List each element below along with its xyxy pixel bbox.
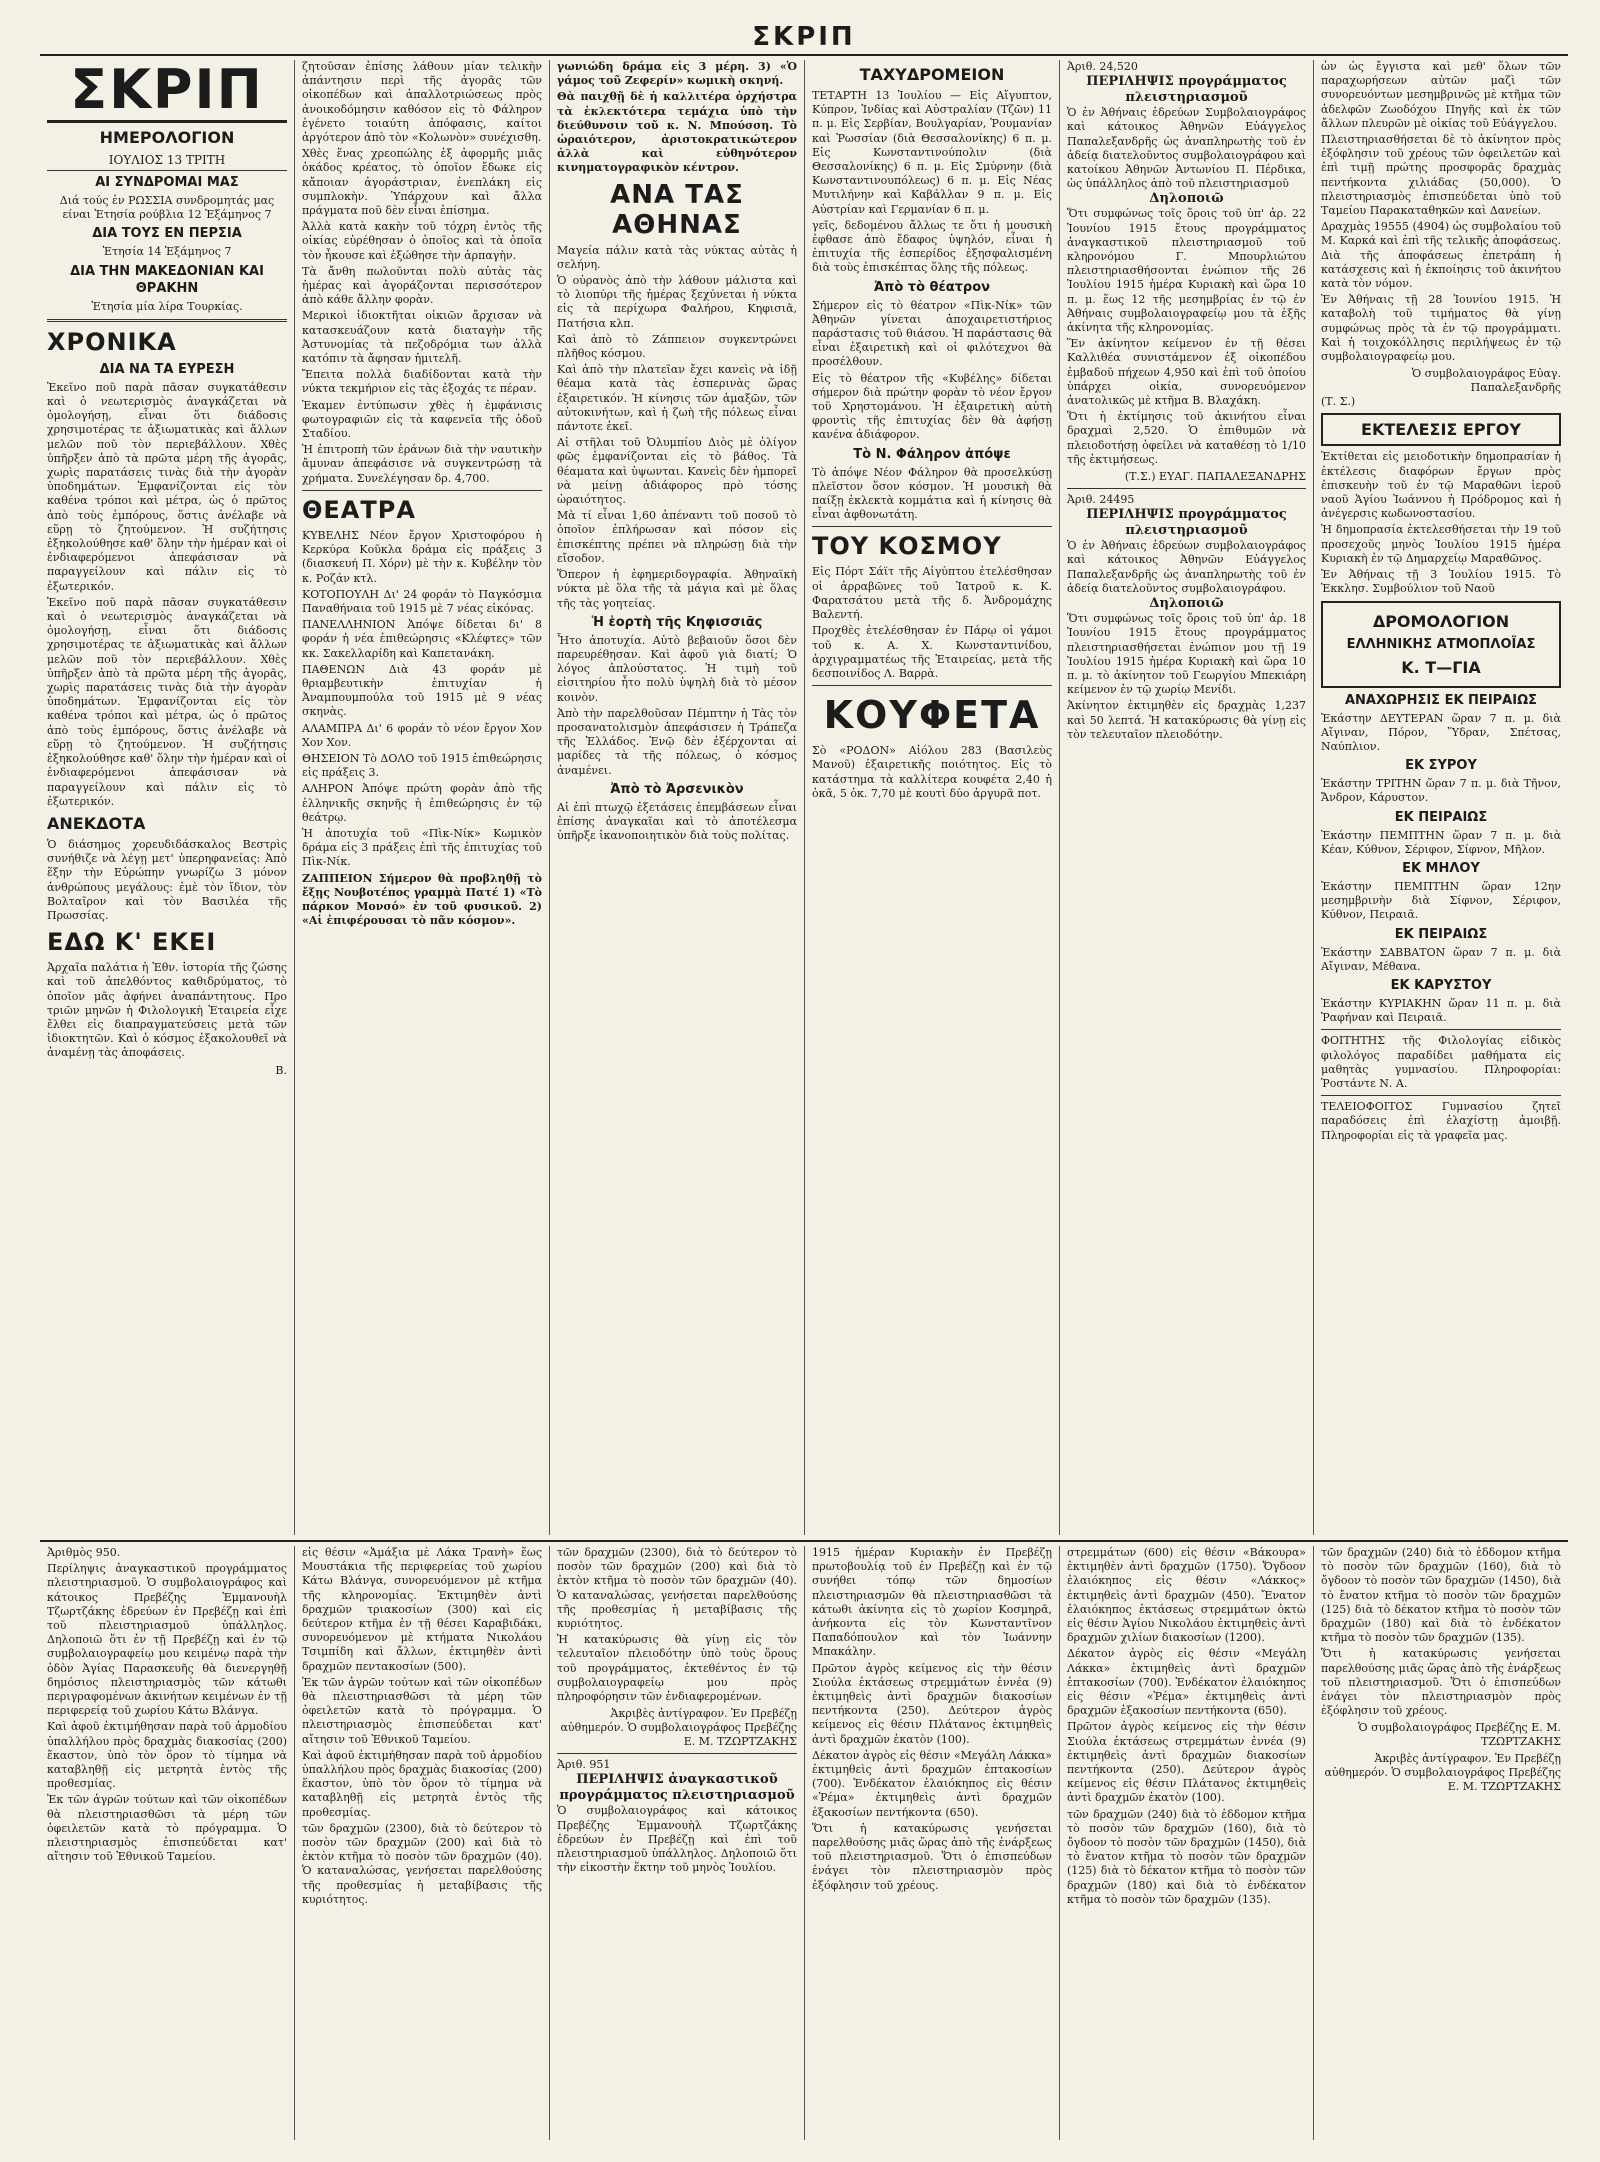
- nameplate: ΣΚΡΙΠ: [47, 60, 287, 123]
- newspaper-page: [40, 20, 1568, 2140]
- divider: [557, 1753, 797, 1754]
- article-text: ζητοῦσαν ἐπίσης λάθουν μίαν τελικὴν ἀπάντησιν περὶ τῆς ἀγορᾶς τῶν οἰκοπέδων καὶ ἀπαλλοτριώσεως πρὸς ἀνοικοδόμησιν καθόσον εἰς τὸ Φάληρον ἐγένετο τοιαύτη ἀπόφασις, καίτοι ἀργότερον ἀπὸ τὸν «Κολωνὸν» συνέχισθη.: [302, 60, 542, 145]
- column-2: [295, 60, 550, 1535]
- article-text: Ἀλλὰ κατὰ κακὴν τοῦ τόχρη ἐντὸς τῆς οἰκίας εὑρέθησαν ὁ ὁποῖος καὶ τὰ ὁποῖα τὸν ἦκουσε καὶ ἐξώθησε τὴν ἀρπαγὴν.: [302, 220, 542, 262]
- subscriptions-russia: Διά τούς ἐν ΡΩΣΣΙΑ συνδρομητάς μας είναι Ἐτησία ρούβλια 12 Ἑξάμηνος 7: [59, 194, 275, 222]
- notice-signature: Ὁ συμβολαιογράφος Εὐαγ. Παπαλεξανδρῆς: [1411, 367, 1561, 395]
- notice-text: Ἐκ τῶν ἀγρῶν τούτων καὶ τῶν οἰκοπέδων θὰ πλειστηριασθῶσι τὰ μέρη τῶν ὀφειλετῶν κατὰ τὸ πρόγραμμα. Ὁ πλειστηριασμὸς ἐπισπεύδεται κατ' αἴτησιν τοῦ Ἐθνικοῦ Ταμείου.: [302, 1675, 542, 1746]
- notice-text: Ἕν ἀκίνητον κείμενον ἐν τῇ θέσει Καλλιθέα συνιστάμενον ἐξ οἰκοπέδου ἐμβαδοῦ πήχεων 4,950 καὶ ἐπὶ τοῦ ὁποίου ὑπάρχει οἰκία, συνορευόμενον ἀνατολικῶς μὲ κτῆμα Β. Βλαχάκη.: [1067, 337, 1306, 408]
- article-text: Χθὲς ἕνας χρεοπώλης ἐξ ἀφορμῆς μιᾶς ὀκάδος κρέατος, τὸ ὁποῖον ἔδωκε εἰς κἄποιαν ἀγοράστριαν, ἐνεπλάκη εἰς συμπλοκὴν. Ὑπάρχουν καὶ ἄλλα πράγματα ποῦ δὲν εἶναι ἐπίσημα.: [302, 147, 542, 218]
- notice-text: Ἀκίνητον ἐκτιμηθὲν εἰς δραχμὰς 1,237 καὶ 50 λεπτά. Ἡ κατακύρωσις θὰ γίνῃ εἰς τὸν τελευταῖον πλειοδότην.: [1067, 699, 1306, 741]
- article-text: Προχθὲς ἐτελέσθησαν ἐν Πάρῳ οἱ γάμοι τοῦ κ. Α. Χ. Κωνσταντινίδου, ἀρχιγραμματέως τῆς Ἐταιρείας, μετὰ τῆς δεσποινίδος Λ. Βαρρὰ.: [812, 624, 1052, 680]
- arseniko-heading: Ἀπὸ τὸ Ἀρσενικὸν: [610, 781, 744, 797]
- article-text: Σήμερον εἰς τὸ θέατρον «Πὶκ-Νίκ» τῶν Ἀθηνῶν γίνεται ἀποχαιρετιστήριος παράστασις τοῦ θιάσου. Ἡ παράστασις θὰ εἶναι ἐξαιρετικὴ καὶ οἱ φιλότεχνοι θὰ προσέλθουν.: [812, 298, 1052, 369]
- notice-title: ΠΕΡΙΛΗΨΙΣ προγράμματος πλειστηριασμοῦ: [1086, 507, 1287, 539]
- ana-tas-athinas-heading: ΑΝΑ ΤΑΣ ΑΘΗΝΑΣ: [610, 179, 744, 240]
- divider: [1321, 1095, 1561, 1096]
- departure-heading: ΕΚ ΜΗΛΟΥ: [1402, 860, 1480, 876]
- theatre-listing: ΘΗΣΕΙΟΝ Τὸ ΔΟΛΟ τοῦ 1915 ἐπιθεώρησις εἰς πράξεις 3.: [302, 751, 542, 780]
- subscriptions-macedonia: Ἐτησία μία λίρα Τουρκίας.: [91, 299, 243, 313]
- notice-text: Ἐκ τῶν ἀγρῶν τούτων καὶ τῶν οἰκοπέδων θὰ πλειστηριασθῶσι τὰ μέρη τῶν ὀφειλετῶν κατὰ τὸ πρόγραμμα. Ὁ πλειστηριασμὸς ἐπισπεύδεται κατ' αἴτησιν τοῦ Ἐθνικοῦ Ταμείου.: [47, 1793, 287, 1864]
- notice-signature: Ὁ συμβολαιογράφος Πρεβέζης Ε. Μ. ΤΖΩΡΤΖΑΚΗΣ: [1358, 1721, 1561, 1749]
- top-columns: [40, 60, 1568, 1535]
- article-text: Ἡ ἐπιτροπὴ τῶν ἐράνων διὰ τὴν ναυτικὴν ἄμυναν ἀπεφάσισε νὰ συγκεντρώσῃ τὰ χρήματα. Συνελέγησαν δρ. 4,700.: [302, 443, 542, 485]
- notice-text: τῶν δραχμῶν (240) διὰ τὸ ἑδδομον κτῆμα τὸ ποσὸν τῶν δραχμῶν (160), διὰ τὸ ὄγδοον τὸ ποσὸν τῶν δραχμῶν (1450), διὰ τὸ ἔνατον κτῆμα τὸ ποσὸν τῶν δραχμῶν (125) διὰ τὸ δέκατον κτῆμα τὸ ποσὸν τῶν δραχμῶν (180) καὶ διὰ τὸ ἑνδέκατον κτῆμα τὸ ποσὸν τῶν δραχμῶν (135).: [1067, 1807, 1306, 1906]
- article-text: Τὸ ἀπόψε Νέον Φάληρον θὰ προσελκύσῃ πλεῖστον ὅσον κόσμον. Ἡ μουσικὴ θὰ παίξῃ ἐκλεκτὰ κομμάτια καὶ ἡ κίνησις θὰ εἶναι ἀφθονωτάτη.: [812, 465, 1052, 522]
- departure-text: Ἐκάστην ΤΡΙΤΗΝ ὥραν 7 π. μ. διὰ Τῆνον, Ἄνδρον, Κάρυστον.: [1321, 777, 1561, 805]
- departure-heading: ΕΚ ΚΑΡΥΣΤΟΥ: [1390, 977, 1492, 993]
- kifisia-heading: Ἡ ἑορτὴ τῆς Κηφισσιᾶς: [591, 614, 763, 630]
- notice-signature: Ἀκριβὲς ἀντίγραφον. Ἐν Πρεβέζῃ αὐθημερόν. Ὁ συμβολαιογράφος Πρεβέζης Ε. Μ. ΤΖΩΡΤΖΑΚΗΣ: [1324, 1752, 1561, 1794]
- notice-text: Πλειστηριασθήσεται δὲ τὸ ἀκίνητον πρὸς ἐξόφλησιν τοῦ χρέους τῶν ὀφειλετῶν καὶ ἐπὶ τιμῇ πρώτης προσφορᾶς δραχμὰς πεντήκοντα χιλιάδας (50,000). Ὁ πλειστηριασμὸς ἐπισπεύδεται ὑπὸ τοῦ Ταμείου Παρακαταθηκῶν καὶ Δανείων.: [1321, 133, 1561, 218]
- article-text: Αἱ στῆλαι τοῦ Ὀλυμπίου Διὸς μὲ ὀλίγον φῶς ἐμφανίζονται εἰς τὸ βάθος. Τὰ θέαματα καὶ ὑψωνται. Κανεὶς δὲν ἠμπορεῖ νὰ μείνῃ ἀδιάφορος πρὸ τόσης ὡραιότητος.: [557, 436, 797, 507]
- theatra-heading: ΘΕΑΤΡΑ: [302, 495, 416, 524]
- notice-number: Ἀριθμὸς 950.: [47, 1546, 121, 1559]
- steamship-abbrev: Κ. Τ—ΓΙΑ: [1401, 657, 1481, 677]
- theatro-heading: Ἀπὸ τὸ θέατρον: [873, 279, 991, 295]
- column-5: [1060, 60, 1314, 1535]
- notice-text: Ἐν Ἀθήναις τῇ 28 Ἰουνίου 1915. Ἡ καταβολὴ τοῦ τιμήματος θὰ γίνῃ συμφώνως πρὸς τὰ ἐν τῷ προγράμματι. Καὶ ἡ τοιχοκόλλησις περιλήψεως ἐν τῷ συμβολαιογραφείῳ μου.: [1321, 293, 1561, 364]
- notice-text: Καὶ ἀφοῦ ἐκτιμήθησαν παρὰ τοῦ ἀρμοδίου ὑπαλλήλου πρὸς δραχμὰς διακοσίας (200) ἕκαστον, ὑπὸ τὸν ὅρον τὸ τίμημα νὰ καταβληθῇ εἰς μετρητὰ ἐντὸς τῆς προθεσμίας.: [47, 1720, 287, 1791]
- notice-text: Ἡ κατακύρωσις θὰ γίνῃ εἰς τὸν τελευταῖον πλειοδότην ὑπὸ τοὺς ὅρους τοῦ προγράμματος, ἐκτεθέντος ἐν τῷ συμβολαιογραφείῳ μου πρὸς πληροφόρησιν τῶν ἐνδιαφερομένων.: [557, 1633, 797, 1704]
- taxydromeion-heading: ΤΑΧΥΔΡΟΜΕΙΟΝ: [859, 65, 1005, 84]
- edo-kekei-heading: ΕΔΩ Κ' ΕΚΕΙ: [47, 928, 217, 957]
- signature: Β.: [275, 1063, 287, 1077]
- bottom-column-5: [1060, 1546, 1314, 2140]
- tou-kosmou-heading: ΤΟΥ ΚΟΣΜΟΥ: [812, 532, 1002, 561]
- chronika-subheading: ΔΙΑ ΝΑ ΤΑ ΕΥΡΕΣΗ: [99, 361, 235, 377]
- article-text: Ἐκαμεν ἐντύπωσιν χθὲς ἡ ἐμφάνισις φωτογραφιῶν εἰς τὰ καφενεῖα τῆς ὁδοῦ Σταδίου.: [302, 398, 542, 441]
- date-line: ΙΟΥΛΙΟΣ 13 ΤΡΙΤΗ: [47, 152, 287, 171]
- chronika-text-2: Ἐκεῖνο ποῦ παρὰ πᾶσαν συγκατάθεσιν καὶ ὁ νεωτερισμὸς ἀναγκάζεται νὰ ὁμολογήσῃ, εἶναι ὅτι διάδοσις χρησιμοτέρας τε ἀξιωματικὰς καὶ ἄλλων μελῶν ποῦ τὸν περιεβάλλουν. Χθὲς ὑπῆρξεν ἀπὸ τὰ πρῶτα μέρη τῆς ἀγορᾶς, χωρὶς παρατάσεις τινὰς διὰ τὴν ἀγορὰν ὑποδημάτων. Ἐμφανίζονται εἰς τὸν καθένα τρόποι καὶ μέτρα, ὡς ὁ πρῶτος ἀπὸ τοὺς ἐμπόρους, ὅστις ἀνέλαβε νὰ εὕρῃ τὸ ζητούμενον. Ἡ συζήτησις ἐξηκολούθησε καθ' ὅλην τὴν ἡμέραν καὶ οἱ ἐνδιαφερόμενοι ἀπεφάσισαν νὰ παραγγείλουν καὶ πάλιν εἰς τὸ ἐξωτερικόν.: [47, 595, 287, 808]
- anekdota-text: Ὁ διάσημος χορευδιδάσκαλος Βεστρὶς συνήθιζε νὰ λέγῃ μετ' ὑπερηφανείας: Ἀπὸ ἕξην τὴν Εὐρώπην γνωρίζω 3 μόνον ἀνθρώπους μεγάλους: ἐμὲ τὸν ἴδιον, τὸν Βολταῖρον καὶ τὸν Βασιλέα τῆς Πρωσσίας.: [47, 837, 287, 922]
- cinema-text: γωνιώδη δράμα εἰς 3 μέρη. 3) «Ὁ γάμος τοῦ Ζεφερίν» κωμικὴ σκηνή.: [557, 60, 797, 88]
- dromologion-box: [1321, 601, 1561, 688]
- article-text: Ἦτο ἀποτυχία. Αὐτὸ βεβαιοῦν ὅσοι δὲν παρευρέθησαν. Καὶ ἀφοῦ γιὰ διατί; Ὁ λόγος ἀπλούστατος. Ἡ τιμὴ τοῦ εἰσιτηρίου ἦτο πολὺ ὑψηλὴ διὰ τὸ μέσον κοινὸν.: [557, 633, 797, 704]
- departure-text: Ἐκάστην ΚΥΡΙΑΚΗΝ ὥραν 11 π. μ. διὰ Ῥαφήναν καὶ Πειραιᾶ.: [1321, 996, 1561, 1025]
- theatre-listing: ΠΑΝΕΛΛΗΝΙΟΝ Ἀπόψε δίδεται δι' 8 φοράν ἡ νέα ἐπιθεώρησις «Κλέφτες» τῶν κκ. Σακελλαρίδη καὶ Καπετανάκη.: [302, 618, 542, 660]
- bottom-columns: [40, 1540, 1568, 2140]
- article-text: Ἔπειτα πολλὰ διαδίδονται κατὰ τὴν νύκτα τεκμήριον εἰς τὰς ἐξοχάς τε πέραν.: [302, 368, 542, 396]
- chronika-heading: ΧΡΟΝΙΚΑ: [47, 327, 177, 356]
- notice-number: Ἀριθ. 24,520: [1067, 60, 1138, 73]
- notice-text: Ἡ δημοπρασία ἐκτελεσθήσεται τὴν 19 τοῦ προσεχοῦς μηνὸς Ἰουλίου 1915 ἡμέρα Κυριακὴ ἐν τῷ Δημαρχείῳ Μαραθῶνος.: [1321, 523, 1561, 565]
- notice-text: τῶν δραχμῶν (2300), διὰ τὸ δεύτερον τὸ ποσὸν τῶν δραχμῶν (200) καὶ διὰ τὸ ἐκτὸν κτῆμα τὸ ποσὸν τῶν δραχμῶν (40). Ὁ καταναλώσας, γενήσεται παρελθούσης τῆς προθεσμίας ἡ μεταβίβασις τῆς κυριότητος.: [557, 1546, 797, 1631]
- notice-text: Περίληψις ἀναγκαστικοῦ προγράμματος πλειστηριασμοῦ. Ὁ συμβολαιογράφος καὶ κάτοικος Πρεβέζης Ἐμμανουὴλ Τζωρτζάκης ἑδρεύων ἐν Πρεβέζῃ καὶ ἐπὶ τοῦ πλειστηριασμοῦ ὑπάλληλος. Δηλοποιῶ ὅτι ἐν τῇ Πρεβέζῃ καὶ ἐν τῷ συμβολαιογραφείῳ μου κειμένῳ παρὰ τὴν ὁδὸν Ἀγίας Παρασκευῆς θὰ διενεργηθῇ δημόσιος πλειστηριασμὸς τῶν κάτωθι περιγραφομένων ἀκινήτων κειμένων ἐν τῇ περιφερείᾳ τοῦ χωρίου Κάτω Βλάνγα.: [47, 1562, 287, 1718]
- notice-text: Ὁ συμβολαιογράφος καὶ κάτοικος Πρεβέζης Ἐμμανουὴλ Τζωρτζάκης ἑδρεύων ἐν Πρεβέζῃ καὶ ἐπὶ τοῦ πλειστηριασμοῦ ὑπάλληλος. Δηλοποιῶ ὅτι τὴν εἰκοστὴν ἕκτην τοῦ μηνὸς Ἰουλίου.: [557, 1804, 797, 1875]
- article-text: Μαγεία πάλιν κατὰ τὰς νύκτας αὐτὰς ἡ σελήνη.: [557, 243, 797, 271]
- theatre-listing: ΚΥΒΕΛΗΣ Νέον ἔργον Χριστοφόρου ἡ Κερκύρα Κοῦκλα δράμα εἰς πράξεις 3 (διασκευή Π. Χόρν) μὲ τὴν κ. Κυβέλην τὸν κ. Ροζάν κτλ.: [302, 528, 542, 585]
- divider: [1067, 488, 1306, 489]
- column-6: [1314, 60, 1568, 1535]
- article-text: Ὁ οὐρανὸς ἀπὸ τὴν λάθουν μάλιστα καὶ τὸ λιοπύρι τῆς ἡμέρας ξεχύνεται ἡ νύκτα εἰς τὰ περίχωρα Φαλήρου, Κηφισιᾶ, Πατήσια κλπ.: [557, 274, 797, 330]
- notice-declare: Δηλοποιῶ: [1149, 191, 1224, 207]
- notice-text: Καὶ ἀφοῦ ἐκτιμήθησαν παρὰ τοῦ ἀρμοδίου ὑπαλλήλου πρὸς δραχμὰς διακοσίας (200) ἕκαστον, ὑπὸ τὸν ὅρον τὸ τίμημα νὰ καταβληθῇ εἰς μετρητὰ ἐντὸς τῆς προθεσμίας.: [302, 1748, 542, 1819]
- notice-text: Δέκατον ἀγρὸς εἰς θέσιν «Μεγάλη Λάκκα» ἐκτιμηθεὶς ἀντὶ δραχμῶν ἑπτακοσίων (700). Ἑνδέκατον ἐλαιόκηπος εἰς θέσιν «Ῥέμα» ἐκτιμηθεὶς ἀντὶ δραχμῶν ἑξακοσίων πεντήκοντα (650).: [812, 1748, 1052, 1819]
- notice-text: Ὁ ἐν Ἀθήναις ἑδρεύων συμβολαιογράφος καὶ κάτοικος Ἀθηνῶν Εὐάγγελος Παπαλεξανδρῆς ὡς ἀναπληρωτὴς τοῦ ἐν ἀδείᾳ διατελοῦντος συμβολαιογράφου.: [1067, 539, 1306, 595]
- dromologion-heading: ΔΡΟΜΟΛΟΓΙΟΝ: [1372, 611, 1510, 631]
- column-4: [805, 60, 1060, 1535]
- departure-heading: ΑΝΑΧΩΡΗΣΙΣ ΕΚ ΠΕΙΡΑΙΩΣ: [1344, 692, 1538, 708]
- calendar-title: ΗΜΕΡΟΛΟΓΙΟΝ: [99, 128, 235, 147]
- faliro-heading: Τὸ Ν. Φάληρον ἀπόψε: [853, 446, 1011, 462]
- masthead: [40, 20, 1568, 56]
- notice-text: 1915 ἡμέραν Κυριακὴν ἐν Πρεβέζῃ πρωτοβουλίᾳ τοῦ ἐν Πρεβέζῃ καὶ ἐν τῷ συνήθει τόπῳ τῶν δημοσίων πλειστηριασμῶν θὰ πλειστηριασθῶσι τὰ κάτωθι ἀκίνητα εἰς τὸ χωρίον Κοσμηρᾶ, ἀνήκοντα εἰς τὸν Κωνσταντῖνον Παπαδόπουλον καὶ τὸν Ἰωάννην Μπακάλην.: [812, 1546, 1052, 1659]
- masthead-title: ΣΚΡΙΠ: [752, 22, 856, 52]
- kouveta-heading: ΚΟΥΦΕΤΑ: [823, 693, 1041, 738]
- notice-number: Ἀριθ. 951: [557, 1758, 611, 1772]
- divider: [302, 490, 542, 491]
- classified-ad: ΤΕΛΕΙΟΦΟΙΤΟΣ Γυμνασίου ζητεῖ παραδόσεις ἐπὶ ἐλαχίστῃ ἀμοιβῇ. Πληροφορίαι εἰς τὰ γραφεῖα μας.: [1321, 1100, 1561, 1142]
- subscriptions-macedonia-heading: ΔΙΑ ΤΗΝ ΜΑΚΕΔΟΝΙΑΝ ΚΑΙ ΘΡΑΚΗΝ: [70, 263, 264, 296]
- bottom-column-4: [805, 1546, 1060, 2140]
- departure-text: Ἐκάστην ΠΕΜΠΤΗΝ ὥραν 7 π. μ. διὰ Κέαν, Κύθνον, Σέριφον, Σίφνον, Μῆλον.: [1321, 828, 1561, 856]
- notice-declare: Δηλοποιῶ: [1149, 596, 1224, 612]
- post-schedule: ΤΕΤΑΡΤΗ 13 Ἰουλίου — Εἰς Αἴγυπτον, Κύπρον, Ἰνδίας καὶ Αὐστραλίαν (Τζῶν) 11 π. μ. Εἰς Σερβίαν, Βουλγαρίαν, Ῥουμανίαν καὶ Ῥωσσίαν (διὰ Θεσσαλονίκης) 6 π. μ. Εἰς Κωνσταντινούπολιν (διὰ Θεσσαλονίκης) 6 π. μ. Εἰς Σμύρνην (διὰ Κωνσταντινουπόλεως) 6 π. μ. Εἰς Νέας Μυτιλήνην καὶ Καβάλλαν 9 π. μ. Εἰς Αὐστρίαν καὶ Γερμανίαν 6 π. μ.: [812, 89, 1052, 216]
- article-text: Αἱ ἐπὶ πτωχῷ ἐξετάσεις ἐπεμβάσεων εἶναι ἐπίσης ἀναγκαῖαι καὶ τὸ ἀποτέλεσμα ὑπῆρξε ἱκανοποιητικὸν διὰ τοὺς πολίτας.: [557, 800, 797, 843]
- steamship-company: ΕΛΛΗΝΙΚΗΣ ΑΤΜΟΠΛΟΪΑΣ: [1346, 636, 1536, 652]
- notice-text: Ὅτι συμφώνως τοῖς ὅροις τοῦ ὑπ' ἀρ. 18 Ἰουνίου 1915 ἔτους προγράμματος πλειστηριασθήσεται ἐνώπιον μου τῇ 19 Ἰουλίου 1915 ἡμέρα Κυριακὴ καὶ ὥρα 10 π. μ. τὸ ἀκίνητον τοῦ Γεωργίου Μπεκιάρη κείμενον ἐν τῷ χωρίῳ Μενίδι.: [1067, 612, 1306, 697]
- ektelesis-heading: ΕΚΤΕΛΕΣΙΣ ΕΡΓΟΥ: [1321, 413, 1561, 446]
- theatre-listing: ΑΛΗΡΟΝ Ἀπόψε πρώτη φορὰν ἀπὸ τῆς ἑλληνικῆς σκηνῆς ἡ ἐπιθεώρησις ἐν τῷ θεάτρῳ.: [302, 782, 542, 824]
- notice-text: Ἐκτίθεται εἰς μειοδοτικὴν δημοπρασίαν ἡ ἐκτέλεσις διαφόρων ἔργων πρὸς ἐπισκευὴν τοῦ ἐν τῷ Μαραθῶνι ἱεροῦ ναοῦ Ἁγίου Ἰωάννου ἡ Πρόδρομος καὶ ἡ ἀνέγερσις κωδωνοστασίου.: [1321, 450, 1561, 521]
- cinema-text: Θὰ παιχθῇ δὲ ἡ καλλιτέρα ὀρχήστρα τὰ ἐκλεκτότερα τεμάχια ὑπὸ τὴν διεύθυνσιν τοῦ κ. Ν. Μπούσση. Τὸ ὡραιότερον, ἀριστοκρατικώτερον ἀλλὰ καὶ εὐθηνότερον κινηματογραφικὸν κέντρον.: [557, 90, 797, 175]
- subscriptions-heading: ΑΙ ΣΥΝΔΡΟΜΑΙ ΜΑΣ: [95, 175, 239, 190]
- notice-text: εἰς θέσιν «Ἀμάξια μὲ Λάκα Τρανὴ» ἕως Μουστάκια τῆς περιφερείας τοῦ χωρίου Κάτω Βλάνγα, συνορευόμενον μὲ κτῆμα τῆς κληρονομίας. Ἐκτιμηθὲν ἀντὶ δραχμῶν τριακοσίων (300) καὶ εἰς δεύτερον κτῆμα ἐν τῇ θέσει Καραβιδάκι, συνορευόμενον μὲ κτήματα Νικολάου Τσιμπίδη καὶ ἄλλων, ἐκτιμηθὲν ἀντὶ δραχμῶν πεντακοσίων (500).: [302, 1546, 542, 1673]
- bottom-column-3: [550, 1546, 805, 2140]
- notice-text: Ὁ ἐν Ἀθήναις ἑδρεύων Συμβολαιογράφος καὶ κάτοικος Ἀθηνῶν Εὐάγγελος Παπαλεξανδρῆς ὡς ἀναπληρωτὴς τοῦ ἐν ἀδείᾳ διατελοῦντος συμβολαιογράφου καὶ κατοίκου Ἀθηνῶν Ἀντωνίου Π. Πέρδικα, ὡς ὑπάλληλος ἀπὸ τοῦ πλειστηριασμοῦ: [1067, 106, 1306, 191]
- notice-text: τῶν δραχμῶν (2300), διὰ τὸ δεύτερον τὸ ποσὸν τῶν δραχμῶν (200) καὶ διὰ τὸ ἐκτὸν κτῆμα τὸ ποσὸν τῶν δραχμῶν (40). Ὁ καταναλώσας, γενήσεται παρελθούσης τῆς προθεσμίας ἡ μεταβίβασις τῆς κυριότητος.: [302, 1821, 542, 1906]
- article-text: Εἰς Πόρτ Σάϊτ τῆς Αἰγύπτου ἐτελέσθησαν οἱ ἀρραβῶνες τοῦ Ἰατροῦ κ. Κ. Φαρατσάτου μετὰ τῆς δ. Ἀνδρομάχης Βαλεντή.: [812, 565, 1052, 622]
- article-text: Ὅπερον ἡ ἐφημεριδογραφία. Ἀθηναϊκὴ νύκτα μὲ ὅλα τῆς τὰ μάγια καὶ μὲ ὅλας τῆς τὰς γοητείας.: [557, 568, 797, 610]
- classified-ad: ΦΟΙΤΗΤΗΣ τῆς Φιλολογίας εἰδικὸς φιλολόγος παραδίδει μαθήματα εἰς μαθητὰς γυμνασίου. Πληροφορίαι: Ῥοστάντε Ν. Α.: [1321, 1034, 1561, 1090]
- theatre-listing: ΠΑΘΕΝΩΝ Διὰ 43 φοράν μὲ θριαμβευτικὴν ἐπιτυχίαν ἡ Ἀναμπουμπούλα τοῦ 1915 μὲ 9 νέας σκηνὰς.: [302, 662, 542, 719]
- bottom-column-6: [1314, 1546, 1568, 2140]
- notice-text: Ὅτι ἡ κατακύρωσις γενήσεται παρελθούσης μιᾶς ὥρας ἀπὸ τῆς ἐνάρξεως τοῦ πλειστηριασμοῦ. Ὅτι ὁ ἐπισπεύδων ἐνάγει τὸν πλειστηριασμὸν πρὸς ἐξόφλησιν τοῦ χρέους.: [812, 1821, 1052, 1892]
- chronika-text: Ἐκεῖνο ποῦ παρὰ πᾶσαν συγκατάθεσιν καὶ ὁ νεωτερισμὸς ἀναγκάζεται νὰ ὁμολογήσῃ, εἶναι ὅτι διάδοσις χρησιμοτέρας τε ἀξιωματικὰς καὶ ἄλλων μελῶν ποῦ τὸν περιεβάλλουν. Χθὲς ὑπῆρξεν ἀπὸ τὰ πρῶτα μέρη τῆς ἀγορᾶς, χωρὶς παρατάσεις τινὰς διὰ τὴν ἀγορὰν ὑποδημάτων. Ἐμφανίζονται εἰς τὸν καθένα τρόποι καὶ μέτρα, ὡς ὁ πρῶτος ἀπὸ τοὺς ἐμπόρους, ὅστις ἀνέλαβε νὰ εὕρῃ τὸ ζητούμενον. Ἡ συζήτησις ἐξηκολούθησε καθ' ὅλην τὴν ἡμέραν καὶ οἱ ἐνδιαφερόμενοι ἀπεφάσισαν νὰ παραγγείλουν καὶ πάλιν εἰς τὸ ἐξωτερικόν.: [47, 380, 287, 593]
- article-text: Καὶ ἀπὸ τὴν πλατεῖαν ἔχει κανεὶς νὰ ἰδῇ θέαμα κατὰ τὰς ἐσπερινὰς ὥρας ἐξαιρετικόν. Ἡ κίνησις τῶν ἀμαξῶν, τῶν αὐτοκινήτων, καὶ ἡ ζωὴ τῆς πόλεως εἶναι πάντοτε ἐκεῖ.: [557, 363, 797, 434]
- theatre-listing: ΑΛΑΜΠΡΑ Δι' 6 φοράν τὸ νέον ἔργον Χον Χον Χον.: [302, 721, 542, 749]
- departure-text: Ἐκάστην ΠΕΜΠΤΗΝ ὥραν 12ην μεσημβρινὴν διὰ Σίφνον, Σέριφον, Κύθνον, Πειραιᾶ.: [1321, 879, 1561, 922]
- departure-text: Ἐκάστην ΔΕΥΤΕΡΑΝ ὥραν 7 π. μ. διὰ Αἴγιναν, Πόρον, Ὕδραν, Σπέτσας, Ναύπλιον.: [1321, 711, 1561, 753]
- article-text: γεῖς, δεδομένου ἄλλως τε ὅτι ἡ μουσικὴ ἐφθασε ἀπὸ ἔδαφος ὑψηλόν, εἶναι ἡ ἐπιτυχία τῆς ἑσπερίδος ἐξησφαλισμένη διὰ τοὺς ἐπισκέπτας ὅλης τῆς πόλεως.: [812, 218, 1052, 275]
- notice-text: Ἐν Ἀθήναις τῇ 3 Ἰουλίου 1915. Τὸ Ἐκκλησ. Συμβούλιον τοῦ Ναοῦ: [1321, 568, 1561, 596]
- notice-text: Πρῶτον ἀγρὸς κείμενος εἰς τὴν θέσιν Σιούλα ἐκτάσεως στρεμμάτων ἐννέα (9) ἐκτιμηθεὶς ἀντὶ δραχμῶν διακοσίων πεντήκοντα (250). Δεύτερον ἀγρὸς κείμενος εἰς θέσιν Πλάτανος ἐκτιμηθεὶς ἀντὶ δραχμῶν ἑκατὸν (100).: [1067, 1720, 1306, 1805]
- notice-text: τῶν δραχμῶν (240) διὰ τὸ ἑδδομον κτῆμα τὸ ποσὸν τῶν δραχμῶν (160), διὰ τὸ ὄγδοον τὸ ποσὸν τῶν δραχμῶν (1450), διὰ τὸ ἔνατον κτῆμα τὸ ποσὸν τῶν δραχμῶν (125) διὰ τὸ δέκατον κτῆμα τὸ ποσὸν τῶν δραχμῶν (180) καὶ διὰ τὸ ἑνδέκατον κτῆμα τὸ ποσὸν τῶν δραχμῶν (135).: [1321, 1546, 1561, 1645]
- subscriptions-persia-heading: ΔΙΑ ΤΟΥΣ ΕΝ ΠΕΡΣΙΑ: [92, 226, 242, 242]
- departure-heading: ΕΚ ΠΕΙΡΑΙΩΣ: [1394, 926, 1488, 942]
- article-text: Ἀπὸ τὴν παρελθοῦσαν Πέμπτην ἡ Τὰς τὸν προσανατολισμὸν ἀπεφάσισεν ἡ Τράπεζα τῆς Ἑλλάδος. Ἐνῷ δὲν ἐξέρχονται αἱ μαρίδες τὰ τῆς πόλεως, ὁ κόσμος ἀναμένει.: [557, 706, 797, 777]
- notice-text: στρεμμάτων (600) εἰς θέσιν «Βάκουρα» ἐκτιμηθὲν ἀντὶ δραχμῶν (1750). Ὄγδοον ἐλαιόκηπος εἰς θέσιν «Λάκκος» ἐκτιμηθεὶς ἀντὶ δραχμῶν (450). Ἔνατον ἐλαιόκηπος ἐκτάσεως στρεμμάτων ὀκτὼ εἰς θέσιν Ἁγίου Νικολάου ἐκτιμηθεὶς ἀντὶ δραχμῶν χιλίων διακοσίων (1200).: [1067, 1546, 1306, 1645]
- article-text: Τὰ ἄνθη πωλοῦνται πολὺ αὐτὰς τὰς ἡμέρας καὶ ἀγοράζονται περισσότερον ἀπὸ κάθε ἄλλην φορὰν.: [302, 264, 542, 307]
- column-1: [40, 60, 295, 1535]
- notice-title: ΠΕΡΙΛΗΨΙΣ ἀναγκαστικοῦ προγράμματος πλειστηριασμοῦ: [559, 1772, 795, 1804]
- departure-heading: ΕΚ ΣΥΡΟΥ: [1405, 758, 1477, 774]
- zappeion-ad: ΖΑΠΠΕΙΟΝ Σήμερον θὰ προβληθῇ τὸ ἔξῃς Νουβοτέπος γραμμὰ Πατέ 1) «Τὸ πάρκον Μονσό» ἐν τοῦ φυσικοῦ. 2) «Αἱ ἐπιφέρουσαι τὸ πᾶν κόσμον».: [302, 871, 542, 928]
- column-3: [550, 60, 805, 1535]
- divider: [47, 319, 287, 322]
- article-text: Εἰς τὸ θέατρον τῆς «Κυβέλης» δίδεται σήμερον διὰ πρώτην φορὰν τὸ νέον ἔργον τοῦ Χρηστομάνου. Ἡ ἐξαιρετικὴ αὐτὴ φροντὶς τῆς ἐπιτυχίας δὲν θὰ ἀφήσῃ κανένα ἀδιάφορον.: [812, 371, 1052, 442]
- bottom-column-1: [40, 1546, 295, 2140]
- notice-text: Δέκατον ἀγρὸς εἰς θέσιν «Μεγάλη Λάκκα» ἐκτιμηθεὶς ἀντὶ δραχμῶν ἑπτακοσίων (700). Ἑνδέκατον ἐλαιόκηπος εἰς θέσιν «Ῥέμα» ἐκτιμηθεὶς ἀντὶ δραχμῶν ἑξακοσίων πεντήκοντα (650).: [1067, 1647, 1306, 1718]
- notice-title: ΠΕΡΙΛΗΨΙΣ προγράμματος πλειστηριασμοῦ: [1086, 74, 1287, 106]
- article-text: Μερικοὶ ἰδιοκτῆται οἰκιῶν ἄρχισαν νὰ κατασκευάζουν κατὰ διαταγὴν τῆς Ἀστυνομίας τὰ πεζοδρόμια των ἀλλὰ κατόπιν τὰ ἄφησαν ἡμιτελῆ.: [302, 309, 542, 366]
- notice-text: Δραχμὰς 19555 (4904) ὡς συμβολαίου τοῦ Μ. Καρκά καὶ ἐπὶ τῆς τελικῆς ἀποφάσεως. Διὰ τῆς ἀποφάσεως ἐπετράπη ἡ κατάσχεσις καὶ ἡ ἐκποίησις τοῦ ἀκινήτου κατὰ τὸν νόμον.: [1321, 220, 1561, 291]
- theatre-listing: ΚΟΤΟΠΟΥΛΗ Δι' 24 φοράν τὸ Παγκόσμια Παναθήναια τοῦ 1915 μὲ 7 νέας εἰκόνας.: [302, 587, 542, 615]
- divider: [812, 685, 1052, 686]
- divider: [812, 526, 1052, 527]
- anekdota-heading: ΑΝΕΚΔΟΤΑ: [47, 813, 146, 833]
- notice-text: Ὅτι ἡ ἐκτίμησις τοῦ ἀκινήτου εἶναι δραχμαὶ 2,520. Ὁ ἐπιθυμῶν νὰ πλειοδοτήσῃ ὀφείλει νὰ καταθέσῃ τὸ 1/10 τῆς ἐκτιμήσεως.: [1067, 410, 1306, 466]
- notice-signature: (Τ.Σ.) ΕΥΑΓ. ΠΑΠΑΛΕΞΑΝΔΡΗΣ: [1124, 470, 1306, 484]
- subscriptions-persia: Ἐτησία 14 Ἑξάμηνος 7: [102, 245, 232, 259]
- kouveta-ad: Σὸ «ΡΟΔΟΝ» Αἰόλου 283 (Βασιλεὺς Μανοῦ) ἐξαιρετικῆς ποιότητος. Εἰς τὸ κατάστημα τὰ καλλίτερα κουφέτα 2,40 ἡ ὀκᾶ, 5 ὀκ. 7,70 μὲ κουτὶ δύο ἀργυρᾶ ποτ.: [812, 744, 1052, 800]
- notice-number: Ἀριθ. 24495: [1067, 493, 1135, 507]
- edo-kekei-text: Ἀρχαῖα παλάτια ἡ Ἐθν. ἱστορία τῆς ζώσης καὶ τοῦ ἀπελθόντος καθιδρύματος, τὸ ὁποῖον μᾶς ἀφήνει ἀναπάντητους. Προ τριῶν μηνῶν ἡ Φιλολογικὴ Ἑταιρεία εἶχε ἔλθει εἰς διαπραγματεύσεις μετὰ τῶν ἰδιοκτητῶν. Καὶ ὁ κόσμος ἐξακολουθεῖ νὰ ἀναμένῃ τὰς ἀποφάσεις.: [47, 961, 287, 1060]
- notice-text: ὧν ὡς ἔγγιστα καὶ μεθ' ὅλων τῶν παραχωρήσεων αὐτῶν μαζὶ τῶν συνορευόντων μεσημβρινῶς μὲ κτῆμα τῶν ἀδελφῶν Ζωοδόχου Πηγῆς καὶ ἐκ τῶν ἄλλων πλευρῶν μὲ οἰκίας τοῦ Εὐάγγελου.: [1321, 60, 1561, 130]
- departure-text: Ἐκάστην ΣΑΒΒΑΤΟΝ ὥραν 7 π. μ. διὰ Αἴγιναν, Μέθανα.: [1321, 945, 1561, 973]
- notice-text: Πρῶτον ἀγρὸς κείμενος εἰς τὴν θέσιν Σιούλα ἐκτάσεως στρεμμάτων ἐννέα (9) ἐκτιμηθεὶς ἀντὶ δραχμῶν διακοσίων πεντήκοντα (250). Δεύτερον ἀγρὸς κείμενος εἰς θέσιν Πλάτανος ἐκτιμηθεὶς ἀντὶ δραχμῶν ἑκατὸν (100).: [812, 1661, 1052, 1746]
- notice-text: Ὅτι συμφώνως τοῖς ὅροις τοῦ ὑπ' ἀρ. 22 Ἰουνίου 1915 ἔτους προγράμματος ἀναγκαστικοῦ πλειστηριασμοῦ τοῦ κληρονόμου Γ. Μπουρλιώτου πλειστηριασθήσονται ἐνώπιον τῆς 26 Ἰουλίου 1915 ἡμέρα Κυριακὴ καὶ ὥρα 10 π. μ. ἕως 12 τῆς μεσημβρίας ἐν τῷ ἐν Ἀθήναις συμβολαιογραφείῳ μου τὰ ἑξῆς ἀκίνητα τῆς κληρονομίας.: [1067, 207, 1306, 335]
- notice-text: Ὅτι ἡ κατακύρωσις γενήσεται παρελθούσης μιᾶς ὥρας ἀπὸ τῆς ἐνάρξεως τοῦ πλειστηριασμοῦ. Ὅτι ὁ ἐπισπεύδων ἐνάγει τὸν πλειστηριασμὸν πρὸς ἐξόφλησιν τοῦ χρέους.: [1321, 1647, 1561, 1718]
- divider: [1321, 1029, 1561, 1030]
- notice-seal: (Τ. Σ.): [1321, 395, 1356, 409]
- bottom-column-2: [295, 1546, 550, 2140]
- article-text: Καὶ ἀπὸ τὸ Ζάππειον συγκεντρώνει πλῆθος κόσμου.: [557, 332, 797, 361]
- departure-heading: ΕΚ ΠΕΙΡΑΙΩΣ: [1394, 809, 1488, 825]
- theatre-listing: Ἡ ἀποτυχία τοῦ «Πὶκ-Νίκ» Κωμικὸν δράμα εἰς 3 πράξεις ἐπὶ τῆς ἐπιτυχίας τοῦ Πὶκ-Νίκ.: [302, 826, 542, 869]
- article-text: Μὰ τί εἶναι 1,60 ἀπέναντι τοῦ ποσοῦ τὸ ὁποῖον ἐπλήρωσαν καὶ πόσον εἰς ἐπισκέπτης πρέπει νὰ πληρώσῃ διὰ τὴν εἴσοδον.: [557, 509, 797, 565]
- notice-signature: Ἀκριβὲς ἀντίγραφον. Ἐν Πρεβέζῃ αὐθημερόν. Ὁ συμβολαιογράφος Πρεβέζης Ε. Μ. ΤΖΩΡΤΖΑΚΗΣ: [560, 1707, 797, 1749]
